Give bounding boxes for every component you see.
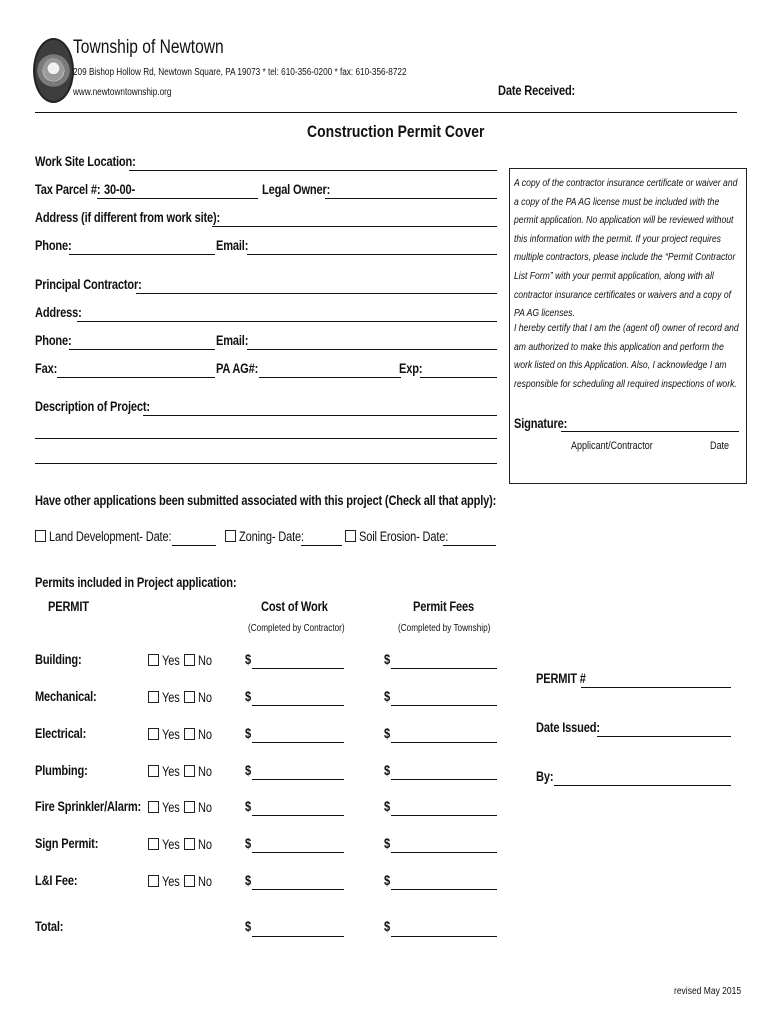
tax-parcel-label: Tax Parcel #: (35, 182, 101, 197)
permit-fee-field[interactable] (391, 705, 497, 706)
date-issued-field[interactable] (597, 736, 731, 737)
yes-label: Yes (162, 764, 180, 779)
contractor-label: Principal Contractor: (35, 277, 142, 292)
total-cost-field[interactable] (252, 936, 344, 937)
permit-type-label: Mechanical: (35, 689, 97, 704)
no-option (184, 689, 215, 707)
no-checkbox[interactable] (184, 838, 195, 850)
insurance-notice: A copy of the contractor insurance certificate or waiver and a copy of the PA AG license must be included with the permit application. No application will be reviewed without this information with the permit. If your project requires multiple contractors, please include the “Permit Contractor List Form” with your permit application, along with all contractor insurance certificates or waivers and a copy of PA AG licenses. (514, 178, 738, 320)
date-received-label: Date Received: (498, 83, 576, 98)
description-field-2[interactable] (35, 438, 497, 439)
contractor-address-label: Address: (35, 305, 82, 320)
contractor-email-field[interactable] (247, 349, 497, 350)
cost-dollar-sign: $ (245, 652, 251, 667)
yes-checkbox[interactable] (148, 654, 159, 666)
permit-number-field[interactable] (581, 687, 731, 688)
land-development-option (35, 528, 198, 546)
permit-type-label: L&I Fee: (35, 873, 78, 888)
no-option (184, 763, 215, 781)
yes-checkbox[interactable] (148, 801, 159, 813)
fax-field[interactable] (57, 377, 215, 378)
fee-dollar-sign: $ (384, 689, 390, 704)
by-label: By: (536, 769, 554, 784)
no-checkbox[interactable] (184, 691, 195, 703)
no-option (184, 799, 215, 817)
no-label: No (198, 837, 212, 852)
contractor-email-label: Email: (216, 333, 249, 348)
yes-label: Yes (162, 800, 180, 815)
description-field-3[interactable] (35, 463, 497, 464)
zoning-label: Zoning- Date: (239, 529, 304, 544)
yes-label: Yes (162, 837, 180, 852)
land-development-checkbox[interactable] (35, 530, 46, 542)
yes-option (148, 799, 183, 817)
cost-dollar-sign: $ (245, 689, 251, 704)
owner-email-field[interactable] (247, 254, 497, 255)
no-option (184, 873, 215, 891)
description-label: Description of Project: (35, 399, 150, 414)
permit-fee-field[interactable] (391, 668, 497, 669)
cost-dollar-sign: $ (245, 873, 251, 888)
contractor-phone-field[interactable] (69, 349, 215, 350)
total-fee-dollar: $ (384, 919, 390, 934)
yes-checkbox[interactable] (148, 728, 159, 740)
exp-field[interactable] (420, 377, 497, 378)
yes-option (148, 689, 183, 707)
zoning-date[interactable] (301, 545, 342, 546)
pa-ag-field[interactable] (259, 377, 401, 378)
fee-dollar-sign: $ (384, 873, 390, 888)
zoning-checkbox[interactable] (225, 530, 236, 542)
cost-dollar-sign: $ (245, 836, 251, 851)
permit-type-label: Plumbing: (35, 763, 88, 778)
no-checkbox[interactable] (184, 654, 195, 666)
permit-number-label: PERMIT # (536, 671, 586, 686)
tax-parcel-value: 30-00- (104, 182, 136, 197)
yes-option (148, 836, 183, 854)
permit-fee-field[interactable] (391, 815, 497, 816)
permit-type-label: Electrical: (35, 726, 87, 741)
contractor-address-field[interactable] (77, 321, 497, 322)
no-option (184, 836, 215, 854)
cost-dollar-sign: $ (245, 763, 251, 778)
yes-option (148, 652, 183, 670)
by-field[interactable] (554, 785, 731, 786)
fees-column-sub: (Completed by Township) (398, 623, 491, 634)
no-checkbox[interactable] (184, 728, 195, 740)
land-development-label: Land Development- Date: (49, 529, 172, 544)
cost-of-work-field[interactable] (252, 742, 344, 743)
no-label: No (198, 727, 212, 742)
work-site-label: Work Site Location: (35, 154, 136, 169)
permit-fee-field[interactable] (391, 852, 497, 853)
soil-erosion-label: Soil Erosion- Date: (359, 529, 449, 544)
signature-label: Signature: (514, 416, 568, 431)
permit-type-label: Building: (35, 652, 82, 667)
legal-owner-field[interactable] (325, 198, 497, 199)
cost-column-header: Cost of Work (261, 599, 328, 614)
soil-erosion-checkbox[interactable] (345, 530, 356, 542)
pa-ag-label: PA AG#: (216, 361, 259, 376)
no-option (184, 726, 215, 744)
township-seal (33, 38, 74, 103)
yes-option (148, 873, 183, 891)
date-issued-label: Date Issued: (536, 720, 600, 735)
signature-field[interactable] (561, 431, 739, 432)
contractor-field[interactable] (136, 293, 497, 294)
fee-dollar-sign: $ (384, 763, 390, 778)
cost-of-work-field[interactable] (252, 852, 344, 853)
yes-checkbox[interactable] (148, 875, 159, 887)
cost-of-work-field[interactable] (252, 779, 344, 780)
certification-notice: I hereby certify that I am the (agent of) owner of record and am authorized to make this application and perform the work listed on this Application. Also, I acknowledge I am responsible for scheduling all required inspections of work. (514, 323, 739, 390)
contractor-phone-label: Phone: (35, 333, 72, 348)
yes-option (148, 726, 183, 744)
yes-checkbox[interactable] (148, 691, 159, 703)
total-label: Total: (35, 919, 64, 934)
description-field-1[interactable] (143, 415, 497, 416)
fee-dollar-sign: $ (384, 726, 390, 741)
zoning-option (225, 528, 318, 546)
org-name: Township of Newtown (73, 37, 224, 58)
owner-phone-field[interactable] (69, 254, 215, 255)
org-address: 209 Bishop Hollow Rd, Newtown Square, PA 19073 * tel: 610-356-0200 * fax: 610-356-8722 (73, 67, 407, 78)
no-label: No (198, 690, 212, 705)
permit-type-label: Sign Permit: (35, 836, 99, 851)
no-label: No (198, 874, 212, 889)
yes-checkbox[interactable] (148, 838, 159, 850)
fee-dollar-sign: $ (384, 836, 390, 851)
no-checkbox[interactable] (184, 801, 195, 813)
no-label: No (198, 653, 212, 668)
legal-owner-label: Legal Owner: (262, 182, 331, 197)
address-diff-field[interactable] (212, 226, 497, 227)
work-site-field[interactable] (129, 170, 497, 171)
yes-label: Yes (162, 690, 180, 705)
yes-label: Yes (162, 874, 180, 889)
owner-phone-label: Phone: (35, 238, 72, 253)
owner-email-label: Email: (216, 238, 249, 253)
soil-erosion-option (345, 528, 468, 546)
address-diff-label: Address (if different from work site): (35, 210, 221, 225)
permit-type-label: Fire Sprinkler/Alarm: (35, 799, 142, 814)
fees-column-header: Permit Fees (413, 599, 474, 614)
other-apps-question: Have other applications been submitted associated with this project (Check all that apply): (35, 493, 497, 508)
total-fee-field[interactable] (391, 936, 497, 937)
header-divider (35, 112, 737, 113)
yes-label: Yes (162, 727, 180, 742)
applicant-caption: Applicant/Contractor (571, 440, 653, 452)
tax-parcel-field[interactable] (97, 198, 258, 199)
no-label: No (198, 800, 212, 815)
fee-dollar-sign: $ (384, 652, 390, 667)
yes-label: Yes (162, 653, 180, 668)
permits-heading: Permits included in Project application: (35, 575, 237, 590)
no-checkbox[interactable] (184, 875, 195, 887)
total-cost-dollar: $ (245, 919, 251, 934)
soil-erosion-date[interactable] (443, 545, 496, 546)
land-development-date[interactable] (172, 545, 216, 546)
permit-column-header: PERMIT (48, 599, 89, 614)
fax-label: Fax: (35, 361, 58, 376)
cost-of-work-field[interactable] (252, 889, 344, 890)
org-website: www.newtowntownship.org (73, 87, 172, 98)
date-caption: Date (710, 440, 730, 452)
cost-of-work-field[interactable] (252, 815, 344, 816)
revision-note: revised May 2015 (674, 986, 742, 997)
page-title: Construction Permit Cover (307, 122, 485, 141)
permit-fee-field[interactable] (391, 779, 497, 780)
cost-dollar-sign: $ (245, 799, 251, 814)
cost-column-sub: (Completed by Contractor) (248, 623, 345, 634)
no-label: No (198, 764, 212, 779)
yes-option (148, 763, 183, 781)
cost-of-work-field[interactable] (252, 668, 344, 669)
no-option (184, 652, 215, 670)
yes-checkbox[interactable] (148, 765, 159, 777)
cost-of-work-field[interactable] (252, 705, 344, 706)
fee-dollar-sign: $ (384, 799, 390, 814)
exp-label: Exp: (399, 361, 423, 376)
permit-fee-field[interactable] (391, 889, 497, 890)
permit-fee-field[interactable] (391, 742, 497, 743)
cost-dollar-sign: $ (245, 726, 251, 741)
no-checkbox[interactable] (184, 765, 195, 777)
